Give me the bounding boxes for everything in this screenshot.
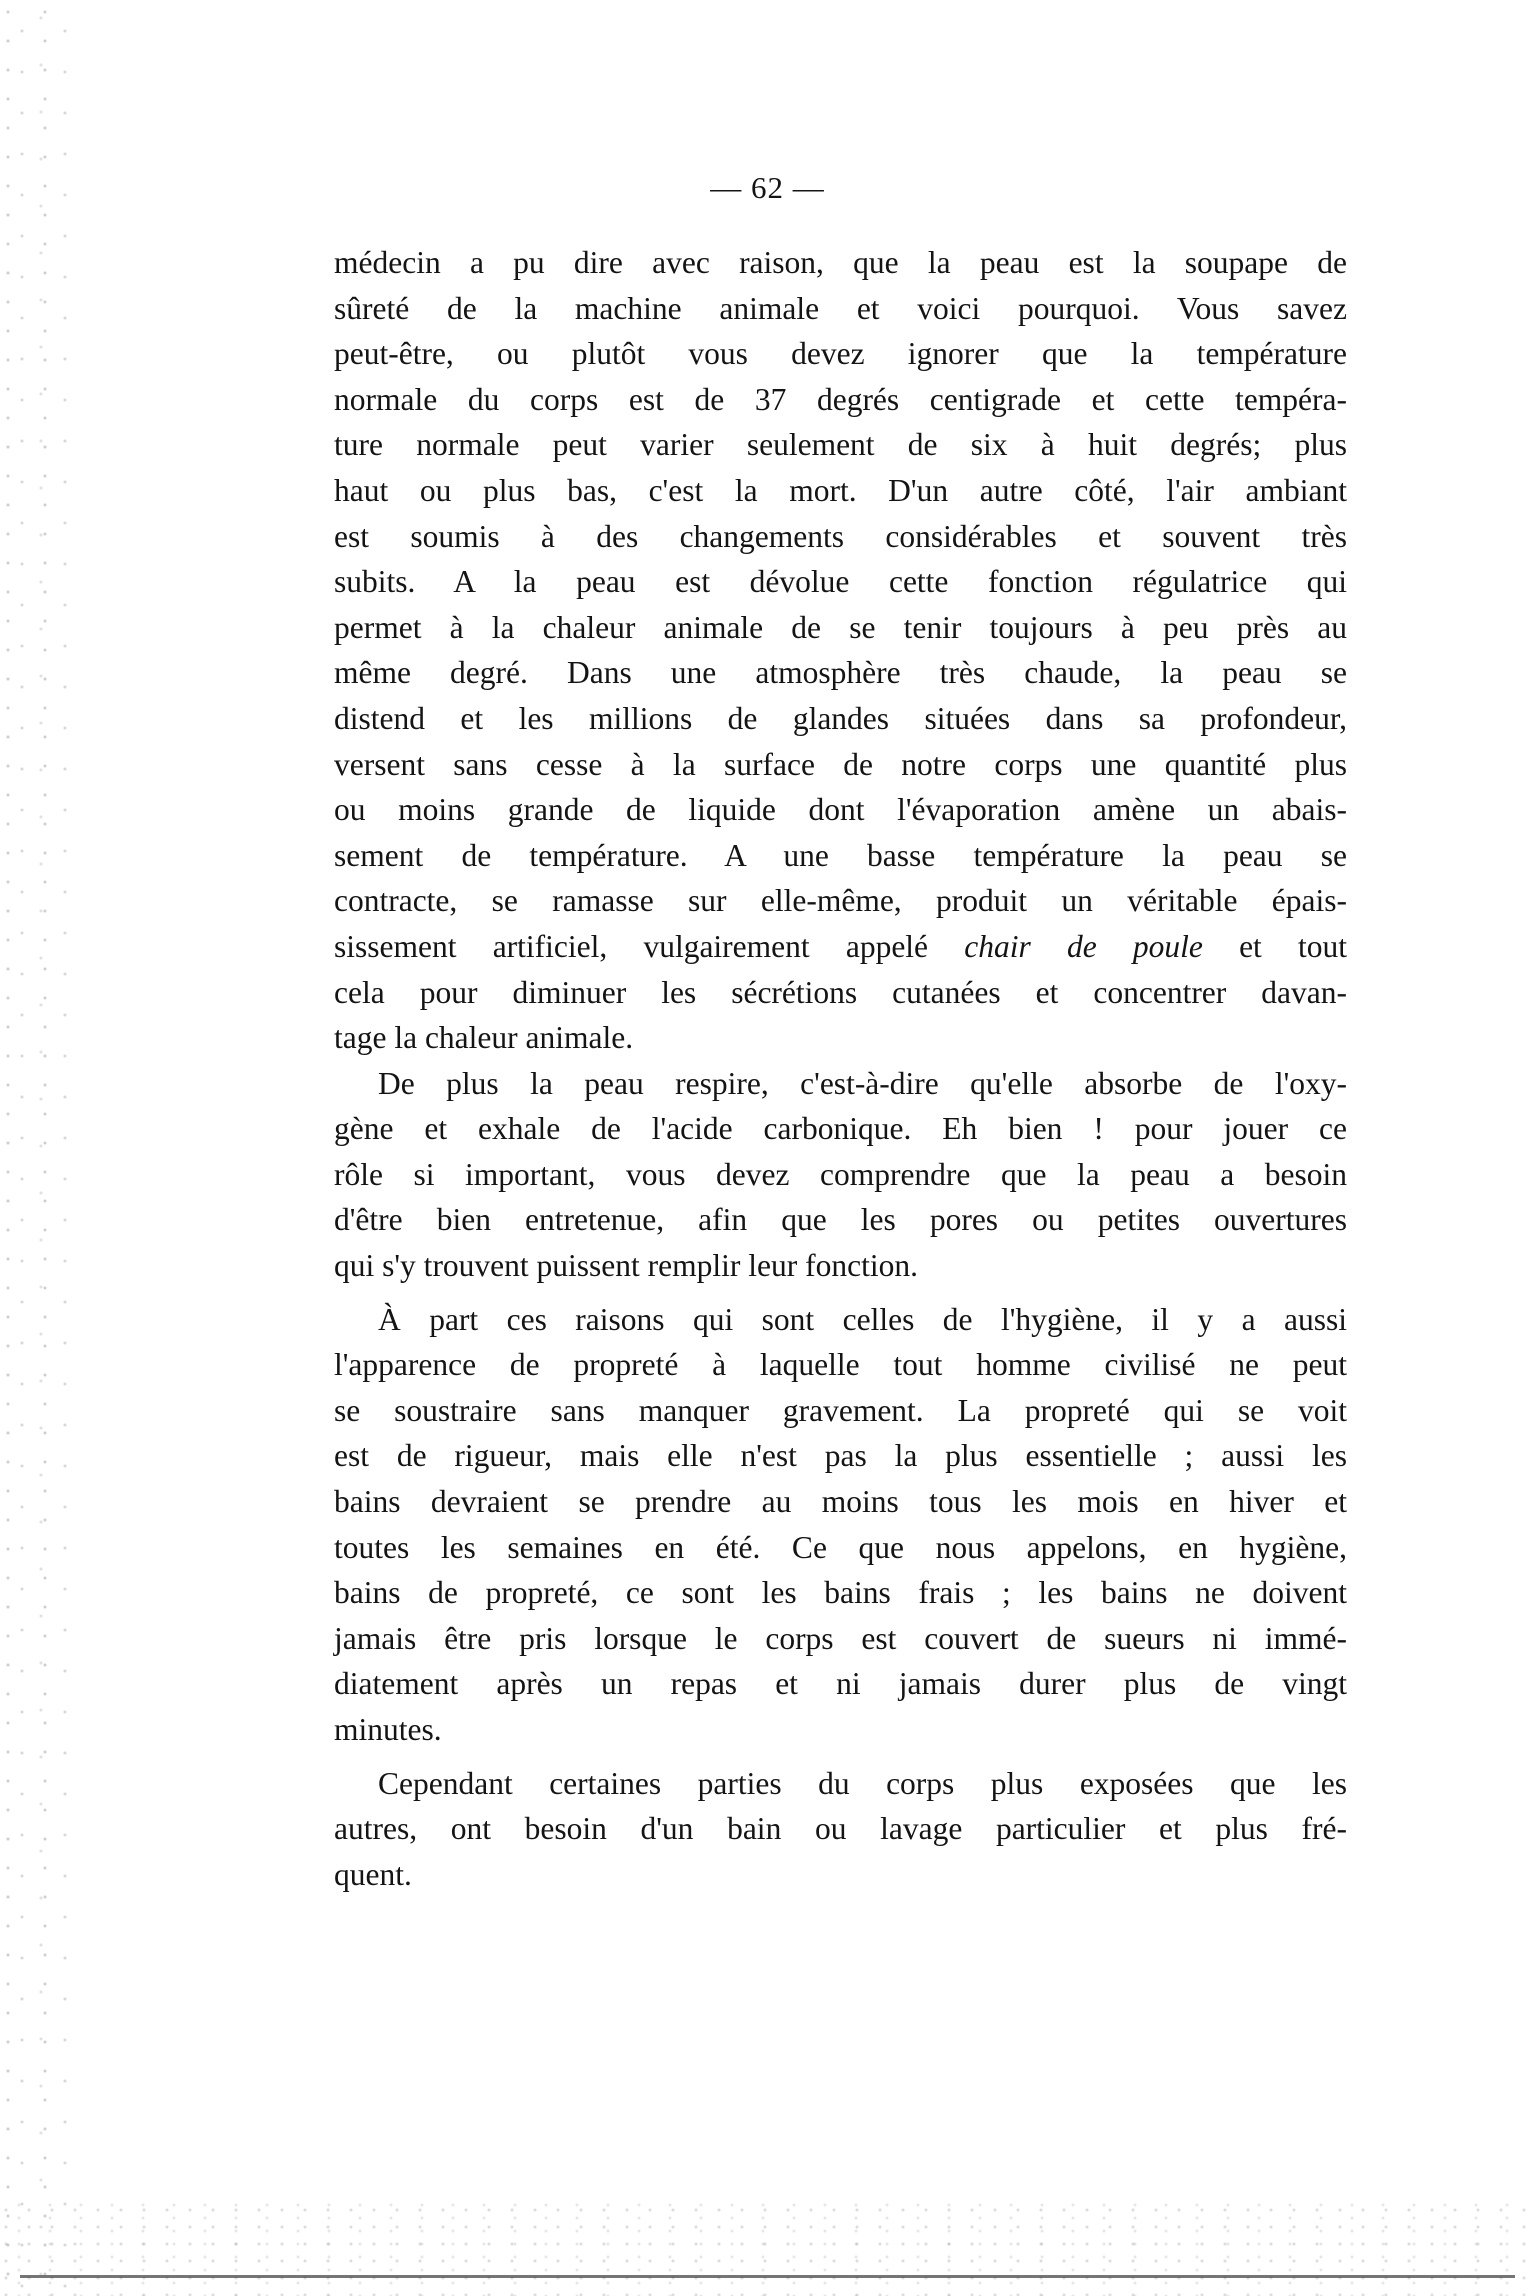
text-line: gène et exhale de l'acide carbonique. Eh bien ! pour jouer ce xyxy=(334,1111,1347,1147)
text-line: bains devraient se prendre au moins tous les mois en hiver et xyxy=(334,1484,1347,1520)
text-line: toutes les semaines en été. Ce que nous appelons, en hygiène, xyxy=(334,1529,1347,1565)
text-line: distend et les millions de glandes situées dans sa profondeur, xyxy=(334,700,1347,736)
text-line: quent. xyxy=(334,1856,412,1892)
text-line: tage la chaleur animale. xyxy=(334,1020,634,1056)
text-line: minutes. xyxy=(334,1712,442,1747)
text-line: haut ou plus bas, c'est la mort. D'un autre côté, l'air ambiant xyxy=(334,472,1347,508)
text-segment: sissement artificiel, vulgairement appelé xyxy=(334,928,929,964)
text-line: rôle si important, vous devez comprendre que la peau a besoin xyxy=(334,1156,1347,1192)
text-line: normale du corps est de 37 degrés centigrade et cette tempéra- xyxy=(334,381,1347,417)
text-line: versent sans cesse à la surface de notre corps une quantité plus xyxy=(334,746,1347,782)
text-line: médecin a pu dire avec raison, que la peau est la soupape de xyxy=(334,245,1347,280)
text-segment: et tout xyxy=(1239,928,1347,964)
italic-phrase: chair de poule xyxy=(964,928,1203,964)
body-text xyxy=(334,240,1347,1897)
text-line: ture normale peut varier seulement de six à huit degrés; plus xyxy=(334,427,1347,463)
text-line: se soustraire sans manquer gravement. La propreté qui se voit xyxy=(334,1392,1347,1428)
text-line: est de rigueur, mais elle n'est pas la plus essentielle ; aussi les xyxy=(334,1438,1347,1474)
text-line: ou moins grande de liquide dont l'évaporation amène un abais- xyxy=(334,792,1347,828)
text-line: autres, ont besoin d'un bain ou lavage particulier et plus fré- xyxy=(334,1811,1347,1847)
text-line: De plus la peau respire, c'est-à-dire qu'elle absorbe de l'oxy- xyxy=(378,1065,1347,1101)
text-line: contracte, se ramasse sur elle-même, produit un véritable épais- xyxy=(334,883,1347,919)
text-line: peut-être, ou plutôt vous devez ignorer que la température xyxy=(334,336,1347,372)
text-line: l'apparence de propreté à laquelle tout homme civilisé ne peut xyxy=(334,1347,1347,1383)
text-line: subits. A la peau est dévolue cette fonction régulatrice qui xyxy=(334,564,1347,600)
text-line: permet à la chaleur animale de se tenir toujours à peu près au xyxy=(334,609,1347,645)
text-line: même degré. Dans une atmosphère très chaude, la peau se xyxy=(334,655,1347,691)
text-line-with-italic xyxy=(334,924,1347,970)
text-line: À part ces raisons qui sont celles de l'hygiène, il y a aussi xyxy=(378,1301,1347,1337)
text-line: est soumis à des changements considérables et souvent très xyxy=(334,518,1347,554)
text-line: diatement après un repas et ni jamais durer plus de vingt xyxy=(334,1666,1347,1702)
scan-noise-left xyxy=(0,0,70,2296)
scan-edge-bottom xyxy=(20,2275,1515,2278)
text-line: sûreté de la machine animale et voici pourquoi. Vous savez xyxy=(334,290,1347,326)
text-line: d'être bien entretenue, afin que les pores ou petites ouvertures xyxy=(334,1202,1347,1238)
scan-noise-bottom xyxy=(0,2201,1535,2296)
page-number: — 62 — xyxy=(710,170,825,205)
text-line: jamais être pris lorsque le corps est couvert de sueurs ni immé- xyxy=(334,1620,1347,1656)
text-line: qui s'y trouvent puissent remplir leur fonction. xyxy=(334,1248,918,1284)
text-line: Cependant certaines parties du corps plus exposées que les xyxy=(378,1765,1347,1801)
text-line: sement de température. A une basse température la peau se xyxy=(334,837,1347,873)
text-line: cela pour diminuer les sécrétions cutanées et concentrer davan- xyxy=(334,974,1347,1010)
text-line: bains de propreté, ce sont les bains frais ; les bains ne doivent xyxy=(334,1575,1347,1611)
